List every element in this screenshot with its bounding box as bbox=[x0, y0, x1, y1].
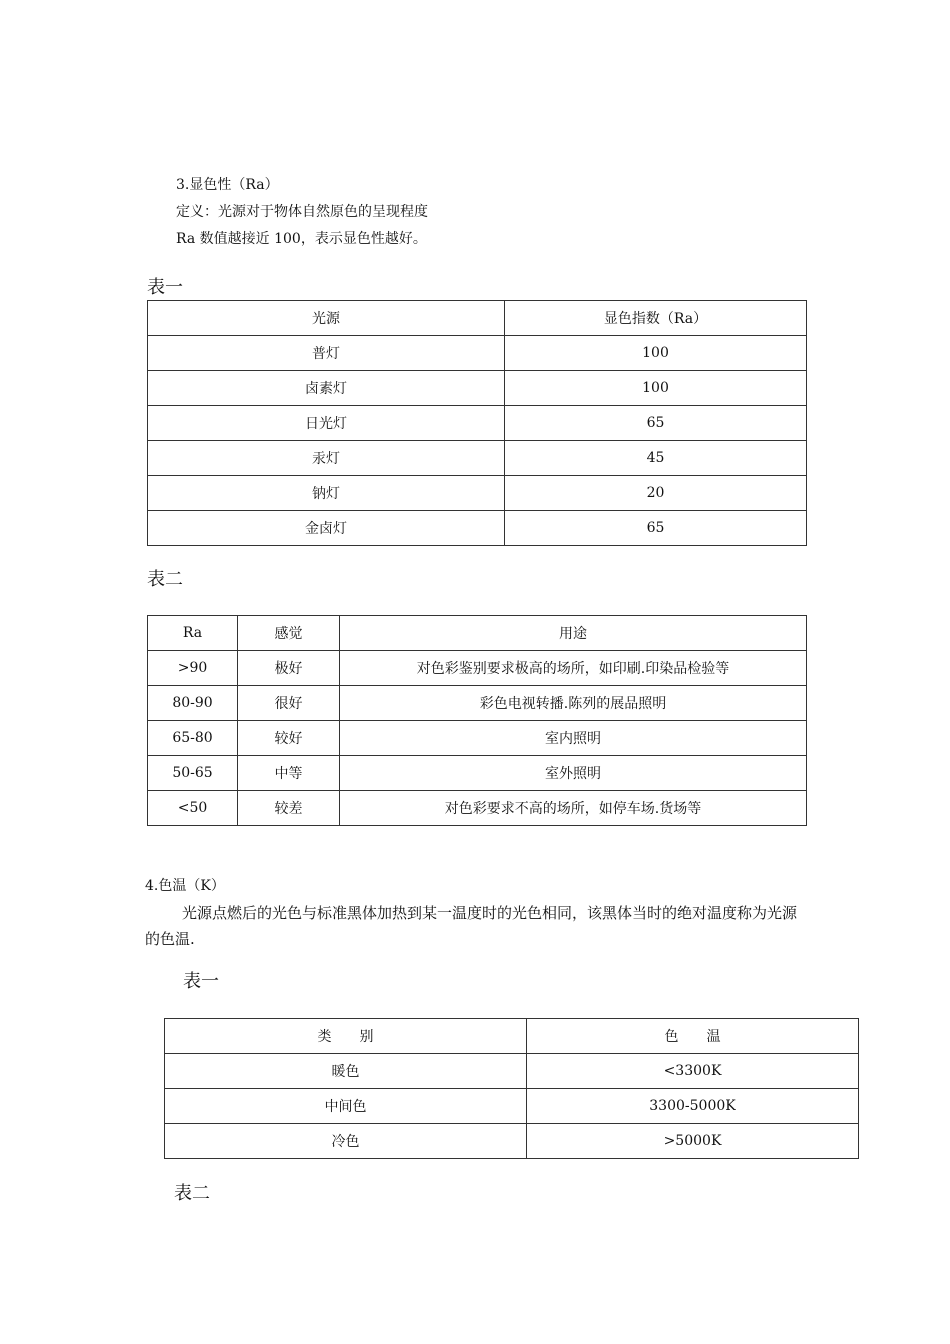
table-cell: 普灯 bbox=[148, 336, 505, 371]
table-row bbox=[165, 1124, 859, 1159]
table-header-row bbox=[148, 616, 807, 651]
table-row bbox=[148, 756, 807, 791]
table-cell: <3300K bbox=[527, 1054, 859, 1089]
table-cell: 较差 bbox=[238, 791, 340, 826]
table2 bbox=[147, 615, 807, 826]
table4-caption: 表二 bbox=[174, 1183, 210, 1204]
table-row bbox=[148, 336, 807, 371]
table-cell: 80-90 bbox=[148, 686, 238, 721]
table1-caption: 表一 bbox=[147, 277, 183, 298]
table3 bbox=[164, 1018, 859, 1159]
table-cell: 室内照明 bbox=[340, 721, 807, 756]
table-cell: 暖色 bbox=[165, 1054, 527, 1089]
table-row bbox=[148, 406, 807, 441]
table-cell: 汞灯 bbox=[148, 441, 505, 476]
header-cell: 光源 bbox=[148, 301, 505, 336]
table-cell: 100 bbox=[505, 336, 807, 371]
table-cell: 20 bbox=[505, 476, 807, 511]
table-cell: 对色彩鉴别要求极高的场所，如印刷.印染品检验等 bbox=[340, 651, 807, 686]
table-header-row bbox=[148, 301, 807, 336]
table-cell: <50 bbox=[148, 791, 238, 826]
header-cell: Ra bbox=[148, 616, 238, 651]
table-row bbox=[148, 511, 807, 546]
table-cell: 65 bbox=[505, 511, 807, 546]
table-row bbox=[148, 791, 807, 826]
section3-note: Ra 数值越接近 100，表示显色性越好。 bbox=[176, 231, 427, 247]
header-cell: 感觉 bbox=[238, 616, 340, 651]
table1 bbox=[147, 300, 807, 546]
table-cell: 很好 bbox=[238, 686, 340, 721]
table-cell: >90 bbox=[148, 651, 238, 686]
header-cell: 显色指数（Ra） bbox=[505, 301, 807, 336]
table-cell: 钠灯 bbox=[148, 476, 505, 511]
table3-caption: 表一 bbox=[183, 971, 219, 992]
table2-caption: 表二 bbox=[147, 569, 183, 590]
header-cell: 色 温 bbox=[527, 1019, 859, 1054]
table-header-row bbox=[165, 1019, 859, 1054]
table-cell: 中间色 bbox=[165, 1089, 527, 1124]
table-row bbox=[148, 721, 807, 756]
header-cell: 类 别 bbox=[165, 1019, 527, 1054]
table-row bbox=[148, 476, 807, 511]
table-cell: 金卤灯 bbox=[148, 511, 505, 546]
table-row bbox=[148, 686, 807, 721]
table-cell: 65-80 bbox=[148, 721, 238, 756]
table-cell: 卤素灯 bbox=[148, 371, 505, 406]
section3-heading: 3.显色性（Ra） bbox=[176, 177, 279, 193]
table-cell: 50-65 bbox=[148, 756, 238, 791]
table-cell: 室外照明 bbox=[340, 756, 807, 791]
table-row bbox=[148, 371, 807, 406]
table-cell: 彩色电视转播.陈列的展品照明 bbox=[340, 686, 807, 721]
table-cell: 极好 bbox=[238, 651, 340, 686]
table-cell: 日光灯 bbox=[148, 406, 505, 441]
section3-definition: 定义：光源对于物体自然原色的呈现程度 bbox=[176, 204, 428, 220]
table-row bbox=[148, 651, 807, 686]
table-cell: 较好 bbox=[238, 721, 340, 756]
table-row bbox=[165, 1089, 859, 1124]
table-row bbox=[165, 1054, 859, 1089]
table-cell: 对色彩要求不高的场所，如停车场.货场等 bbox=[340, 791, 807, 826]
section4-heading: 4.色温（K） bbox=[145, 878, 225, 894]
table-cell: 中等 bbox=[238, 756, 340, 791]
table-cell: 冷色 bbox=[165, 1124, 527, 1159]
table-row bbox=[148, 441, 807, 476]
table-cell: 65 bbox=[505, 406, 807, 441]
section4-paragraph: 光源点燃后的光色与标准黑体加热到某一温度时的光色相同，该黑体当时的绝对温度称为光源的色温. bbox=[145, 904, 798, 948]
table-cell: 3300-5000K bbox=[527, 1089, 859, 1124]
header-cell: 用途 bbox=[340, 616, 807, 651]
table-cell: >5000K bbox=[527, 1124, 859, 1159]
table-cell: 45 bbox=[505, 441, 807, 476]
table-cell: 100 bbox=[505, 371, 807, 406]
